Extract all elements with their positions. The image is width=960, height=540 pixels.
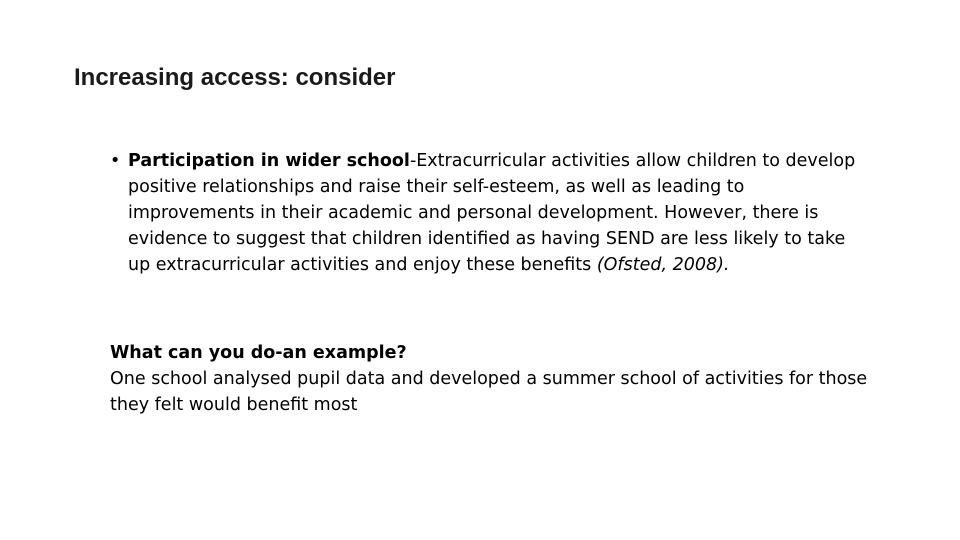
- bullet-item: [110, 148, 870, 278]
- bullet-citation: (Ofsted, 2008).: [596, 255, 730, 275]
- example-text: One school analysed pupil data and developed a summer school of activities for those they felt would benefit most: [110, 369, 868, 415]
- bullet-lead: Participation in wider school: [128, 151, 410, 171]
- bullet-marker: •: [110, 151, 121, 171]
- example-section: [110, 340, 910, 418]
- example-heading: What can you do-an example?: [110, 343, 407, 363]
- bullet-list: [110, 148, 870, 278]
- bullet-body: -Extracurricular activities allow children to develop positive relationships and raise their self-esteem, as well as leading to improvements in their academic and personal development. However, there is evidence to suggest that children identified as having SEND are less likely to take up extracurricular activities and enjoy these benefits: [128, 151, 856, 275]
- bullet-text: [128, 148, 870, 278]
- slide-title: Increasing access: consider: [74, 64, 396, 91]
